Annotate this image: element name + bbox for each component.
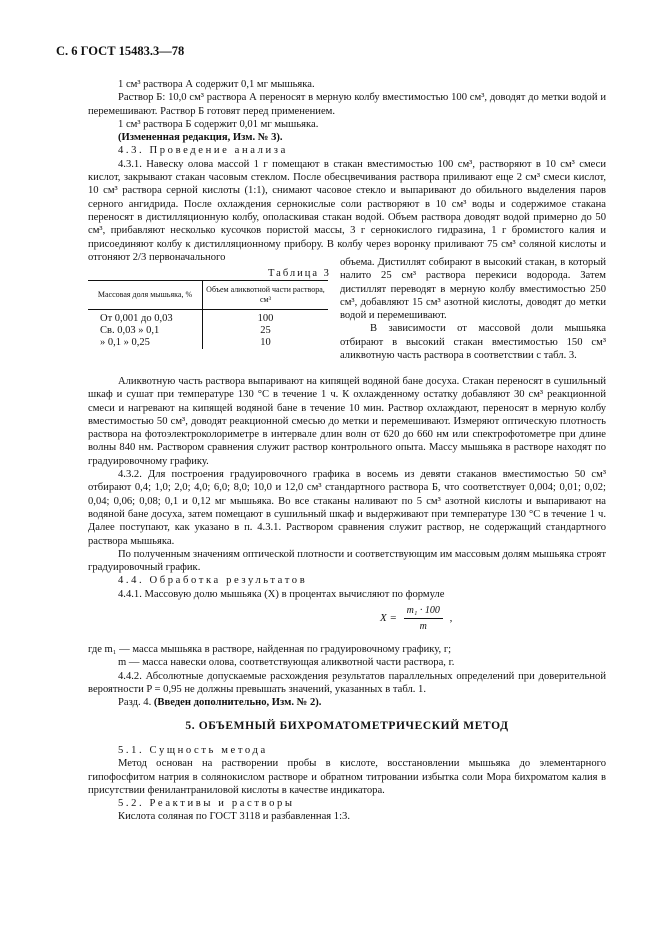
where-line: где m₁ — масса мышьяка в растворе, найденная по градуировочному графику, г; — [88, 644, 452, 655]
text-block-section-5 — [88, 744, 606, 824]
formula-lhs: X = — [380, 612, 397, 625]
table-cell: 100 — [257, 313, 274, 324]
amendment-note: (Измененная редакция, Изм. № 3). — [118, 132, 283, 144]
paragraph: 1 см³ раствора Б содержит 0,01 мг мышьяка. — [118, 118, 319, 130]
section-5-title: 5. ОБЪЕМНЫЙ БИХРОМАТОМЕТРИЧЕСКИЙ МЕТОД — [185, 720, 509, 732]
paragraph: Кислота соляная по ГОСТ 3118 и разбавленная 1:3. — [118, 811, 350, 823]
table-cell: 10 — [260, 337, 271, 348]
paragraph: 4.4.2. Абсолютные допускаемые расхождения результатов параллельных определений при доверительной вероятности P = 0,95 не должны превышать значений, указанных в табл. 1. — [88, 670, 606, 695]
paragraph: 4.4.1. Массовую долю мышьяка (X) в процентах вычисляют по формуле — [118, 588, 445, 600]
paragraph: Раствор Б: 10,0 см³ раствора А переносят в мерную колбу вместимостью 100 см³, доводят до метки водой и перемешивают. Раствор Б готовят перед применением. — [88, 92, 606, 117]
text-block-middle — [88, 375, 606, 601]
table-cell: От 0,001 до 0,03 — [88, 310, 203, 326]
paragraph: В зависимости от массовой доли мышьяка отбирают в высокий стакан вместимостью 150 см³ аликвотную часть раствора в соответствии с табл. 3. — [340, 323, 606, 362]
where-line: m — масса навески олова, соответствующая аликвотной части раствора, г. — [118, 657, 455, 669]
table-header-mass-fraction: Массовая доля мышьяка, % — [88, 281, 203, 310]
formula-numerator: m₁ · 100 — [404, 605, 443, 619]
paragraph: Метод основан на растворении пробы в кислоте, восстановлении мышьяка до элементарного гипофосфитом натрия в солянокислом растворе и обратном титровании избытка соли Мора бихроматом калия в присутствии фенилантраниловой кислоты в качестве индикатора. — [88, 758, 606, 796]
text-block-top — [88, 78, 606, 264]
right-column-text — [340, 256, 606, 362]
paragraph: Аликвотную часть раствора выпаривают на кипящей водяной бане досуха. Стакан переносят в сушильный шкаф и сушат при температуре 130 °C в течение 1 ч. К охлажденному остатку добавляют 30 см³ реакционной смеси и нагревают на кипящей водяной бане в течение 10 мин. Раствор охлаждают, переносят в мерную колбу вместимостью 50 см³, доводят реакционной смесью до метки и перемешивают. Измеряют оптическую плотность раствора на фотоэлектроколориметре в интервале длин волн от 620 до 660 нм или спектрофотометре при длине волны 840 нм. Раствором сравнения служит раствор контрольного опыта. Массу мышьяка в растворе находят по градуировочному графику. — [88, 376, 606, 467]
formula — [380, 605, 452, 632]
table-row — [88, 337, 328, 349]
text-block-bottom — [88, 643, 606, 709]
paragraph: объема. Дистиллят собирают в высокий стакан, в который налито 25 см³ раствора перекиси водорода. Затем дистиллят переводят в мерную колбу вместимостью 250 см³, добавляют 15 см³ азотной кислоты, доводят до метки водой и перемешивают. — [340, 257, 606, 322]
amendment-text: (Введен дополнительно, Изм. № 2). — [153, 697, 322, 709]
page-header: С. 6 ГОСТ 15483.3—78 — [56, 44, 185, 58]
table-header-volume: Объем аликвотной части раствора, см³ — [203, 281, 329, 310]
formula-tail: , — [449, 612, 453, 625]
formula-denominator: m — [419, 621, 427, 632]
table-row — [88, 325, 328, 337]
amendment-ref: Разд. 4. — [118, 697, 152, 709]
table-cell: 25 — [260, 325, 271, 336]
table-cell: Св. 0,03 » 0,1 — [88, 325, 203, 337]
section-heading: 5.1. Сущность метода — [118, 745, 268, 756]
table-row — [88, 310, 328, 326]
section-heading: 4.4. Обработка результатов — [118, 575, 308, 587]
table-3 — [88, 280, 328, 349]
amendment-note — [88, 696, 606, 709]
paragraph: 4.3.1. Навеску олова массой 1 г помещают в стакан вместимостью 100 см³, растворяют в 10 см³ смеси кислот, закрывают стакан часовым стеклом. После обесцвечивания раствора приливают еще 2 см³ смеси кислот, 10 см³ раствора серной кислоты (1:1), снимают часовое стекло и выпаривают до обильного выделения паров серного ангидрида. После охлаждения сернокислые соли растворяют в 10 см³ воды и содержимое стакана переносят в дистилляционную колбу, ополаскивая стакан водой. Объем раствора доводят водой примерно до 50 см³, прибавляют несколько кусочков пористой массы, 3 г сернокислого гидразина, 1 г бромистого калия и присоединяют колбу к дистилляционному прибору. В колбу через воронку приливают 75 см³ соляной кислоты и отгоняют 2/3 первоначального — [88, 158, 606, 263]
formula-fraction — [404, 605, 443, 632]
section-heading: 5.2. Реактивы и растворы — [118, 798, 295, 810]
table-caption: Таблица 3 — [268, 268, 331, 279]
paragraph: 4.3.2. Для построения градуировочного графика в восемь из девяти стаканов вместимостью 50 см³ отбирают 0,4; 1,0; 2,0; 4,0; 6,0; 8,0; 10,0 и 12,0 см³ стандартного раствора Б, что соответствует 0,004; 0,01; 0,02; 0,04; 0,06; 0,08; 0,1 и 0,12 мг мышьяка. Во все стаканы наливают по 5 см³ азотной кислоты и выпаривают на водяной бане досуха, затем помещают в сушильный шкаф и выдерживают при температуре 130 °C в течение 1 ч. Далее поступают, как указано в п. 4.3.1. Раствором сравнения служит раствор, не содержащий стандартного раствора мышьяка. — [88, 469, 606, 547]
paragraph: По полученным значениям оптической плотности и соответствующим им массовым долям мышьяка строят градуировочный график. — [88, 548, 606, 574]
table-cell: » 0,1 » 0,25 — [88, 337, 203, 349]
section-heading: 4.3. Проведение анализа — [118, 145, 288, 157]
paragraph: 1 см³ раствора А содержит 0,1 мг мышьяка. — [118, 79, 315, 90]
